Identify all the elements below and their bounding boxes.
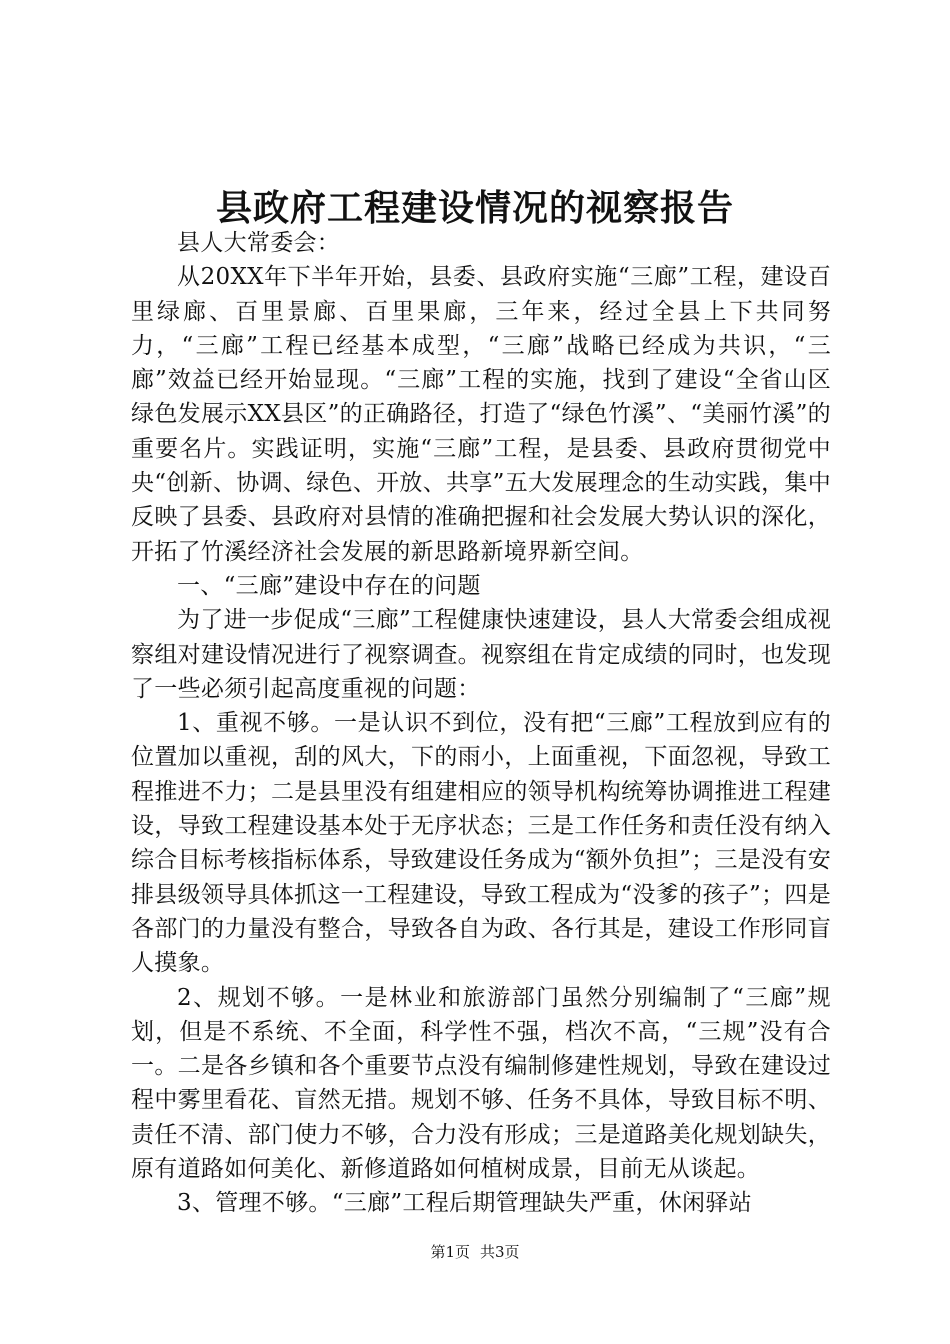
paragraph-intro: 从20XX年下半年开始，县委、县政府实施“三廊”工程，建设百里绿廊、百里景廊、百里果廊，三年来，经过全县上下共同努力，“三廊”工程已经基本成型，“三廊”战略已经成为共识，“三廊”效益已经开始显现。“三廊”工程的实施，找到了建设“全省山区绿色发展示XX县区”的正确路径，打造了“绿色竹溪”、“美丽竹溪”的重要名片。实践证明，实施“三廊”工程，是县委、县政府贯彻党中央“创新、协调、绿色、开放、共享”五大发展理念的生动实践，集中反映了县委、县政府对县情的准确把握和社会发展大势认识的深化，开拓了竹溪经济社会发展的新思路新境界新空间。 (131, 264, 831, 565)
page-number: 第1页 (430, 1243, 470, 1261)
paragraph: 为了进一步促成“三廊”工程健康快速建设，县人大常委会组成视察组对建设情况进行了视察调查。视察组在肯定成绩的同时，也发现了一些必须引起高度重视的问题： (131, 607, 831, 702)
salutation: 县人大常委会： (177, 230, 341, 256)
list-item: 1、重视不够。一是认识不到位，没有把“三廊”工程放到应有的位置加以重视，刮的风大，下的雨小，上面重视，下面忽视，导致工程推进不力；二是县里没有组建相应的领导机构统筹协调推进工程建设，导致工程建设基本处于无序状态；三是工作任务和责任没有纳入综合目标考核指标体系，导致建设任务成为“额外负担”；三是没有安排县级领导具体抓这一工程建设，导致工程成为“没爹的孩子”；四是各部门的力量没有整合，导致各自为政、各行其是，建设工作形同盲人摸象。 (131, 710, 831, 977)
list-item: 2、规划不够。一是林业和旅游部门虽然分别编制了“三廊”规划，但是不系统、不全面，科学性不强，档次不高，“三规”没有合一。二是各乡镇和各个重要节点没有编制修建性规划，导致在建设过程中雾里看花、盲然无措。规划不够、任务不具体，导致目标不明、责任不清、部门使力不够，合力没有形成；三是道路美化规划缺失，原有道路如何美化、新修道路如何植树成景，目前无从谈起。 (131, 984, 831, 1183)
document-title: 县政府工程建设情况的视察报告 (215, 187, 734, 229)
page-total: 共3页 (480, 1243, 520, 1261)
section-heading: 一、“三廊”建设中存在的问题 (177, 572, 481, 599)
page-footer (0, 1242, 950, 1262)
document-body (131, 226, 831, 1221)
list-item: 3、管理不够。“三廊”工程后期管理缺失严重，休闲驿站 (177, 1190, 752, 1217)
